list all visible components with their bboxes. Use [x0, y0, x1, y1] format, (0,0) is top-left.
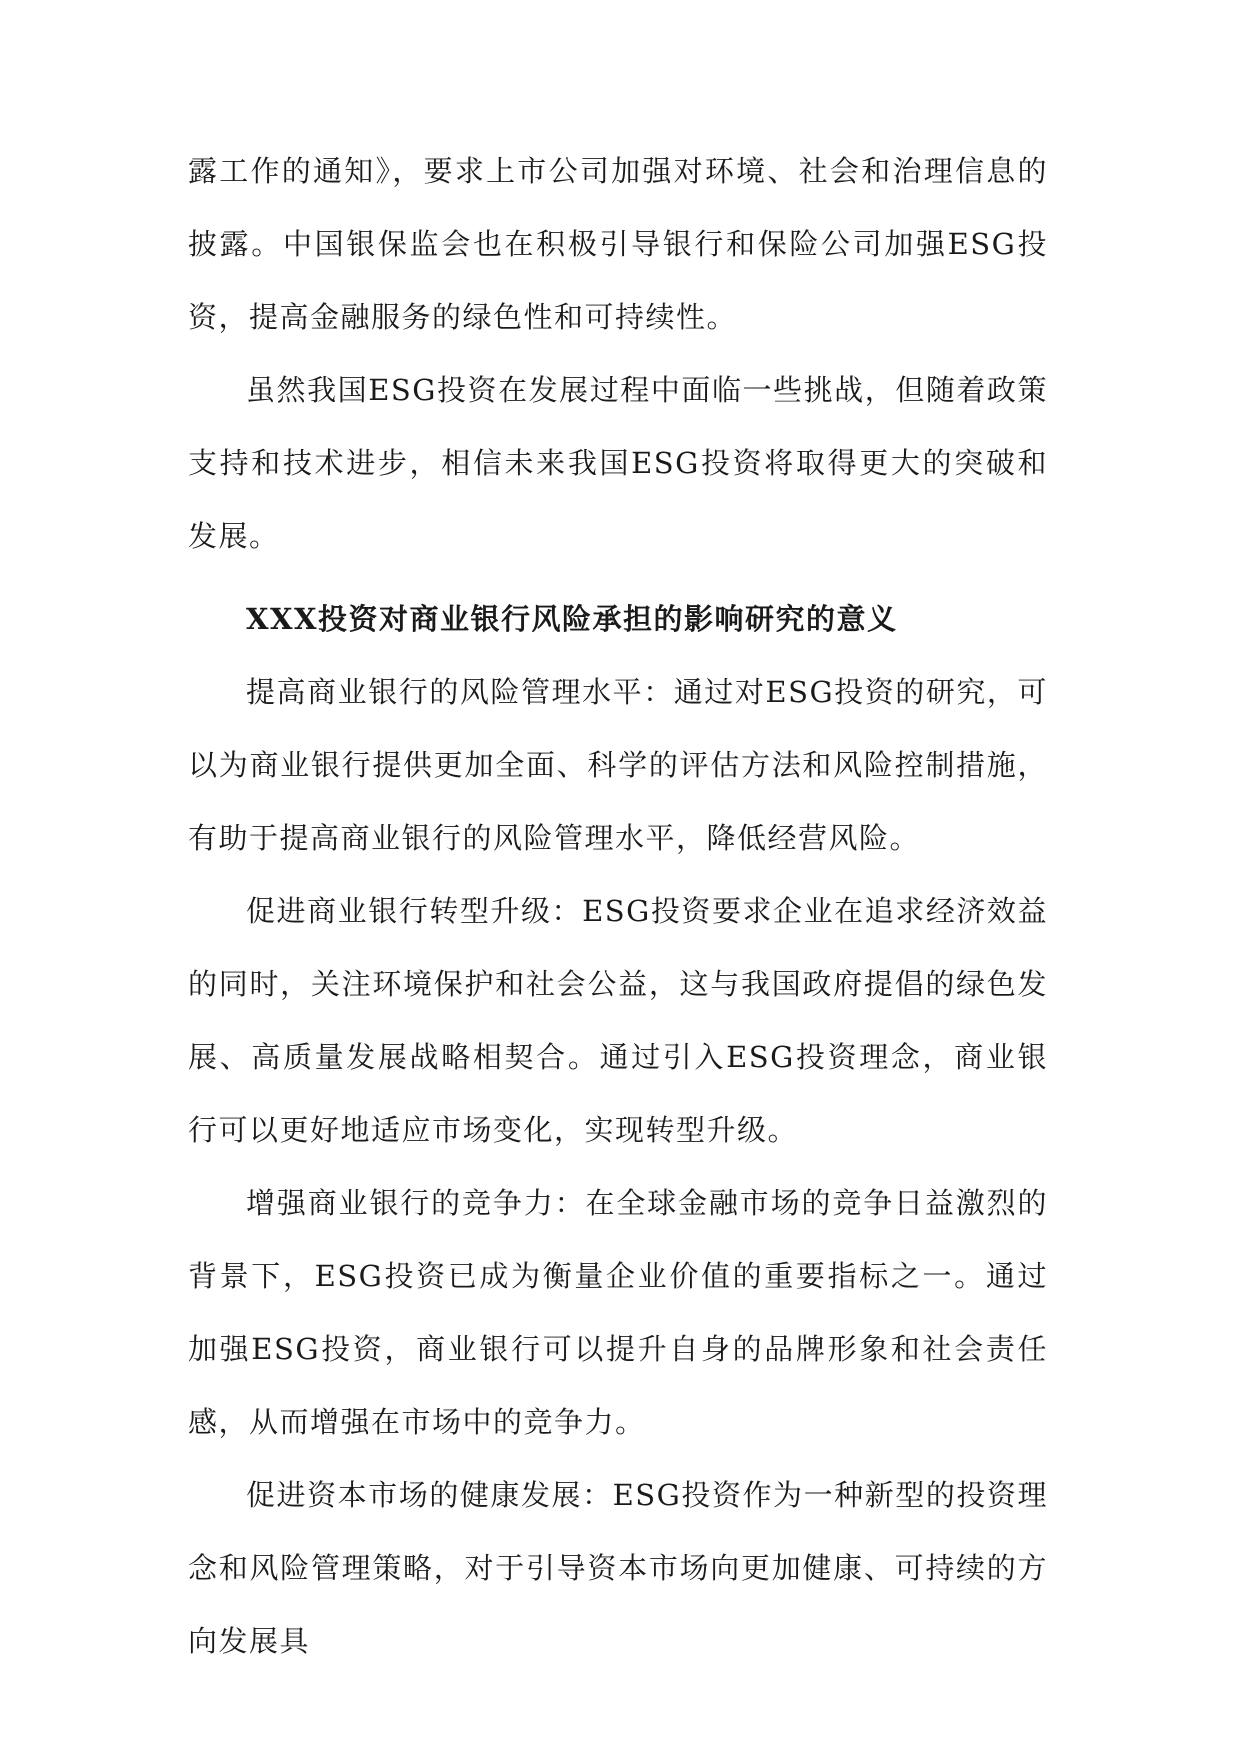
paragraph-capital-market: 促进资本市场的健康发展：ESG投资作为一种新型的投资理念和风险管理策略，对于引导资本市场向更加健康、可持续的方向发展具: [188, 1478, 1048, 1658]
paragraph-transformation: 促进商业银行转型升级：ESG投资要求企业在追求经济效益的同时，关注环境保护和社会公益，这与我国政府提倡的绿色发展、高质量发展战略相契合。通过引入ESG投资理念，商业银行可以更好地适应市场变化，实现转型升级。: [188, 894, 1048, 1147]
paragraph-continued: 露工作的通知》，要求上市公司加强对环境、社会和治理信息的披露。中国银保监会也在积极引导银行和保险公司加强ESG投资，提高金融服务的绿色性和可持续性。: [188, 154, 1048, 334]
section-heading: XXX投资对商业银行风险承担的影响研究的意义: [246, 602, 898, 636]
document-page: [188, 135, 1048, 1678]
paragraph-risk-management: 提高商业银行的风险管理水平：通过对ESG投资的研究，可以为商业银行提供更加全面、科学的评估方法和风险控制措施，有助于提高商业银行的风险管理水平，降低经营风险。: [188, 675, 1048, 855]
paragraph-esg-outlook: 虽然我国ESG投资在发展过程中面临一些挑战，但随着政策支持和技术进步，相信未来我国ESG投资将取得更大的突破和发展。: [188, 373, 1048, 553]
paragraph-competitiveness: 增强商业银行的竞争力：在全球金融市场的竞争日益激烈的背景下，ESG投资已成为衡量企业价值的重要指标之一。通过加强ESG投资，商业银行可以提升自身的品牌形象和社会责任感，从而增强在市场中的竞争力。: [188, 1186, 1048, 1439]
